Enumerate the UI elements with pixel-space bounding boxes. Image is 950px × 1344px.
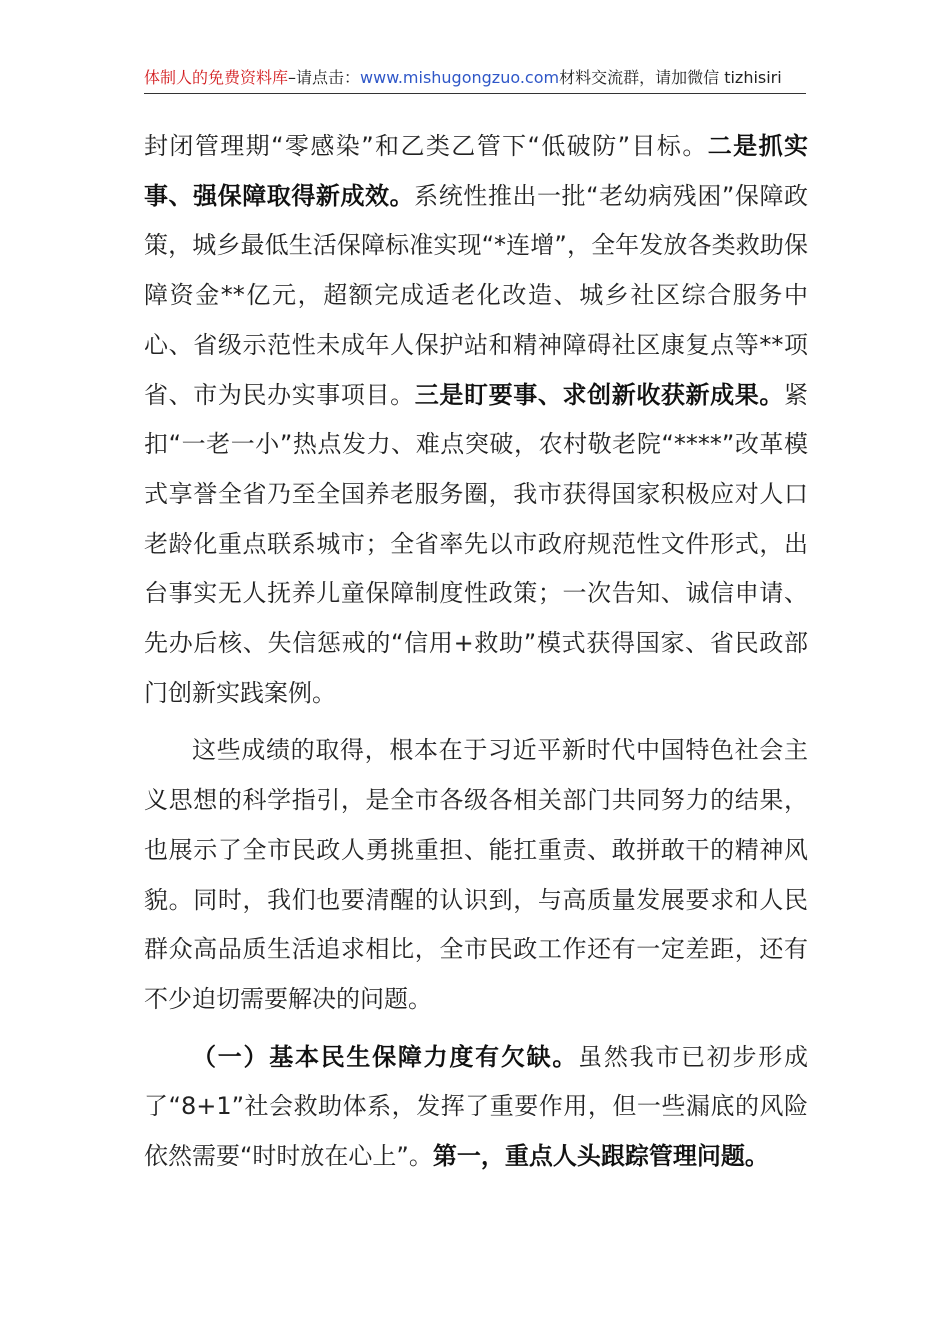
bold-heading-run: 三是盯要事、求创新收获新成果。 xyxy=(414,380,785,409)
bold-heading-run: 二是抓实事、强保障取得新成效。 xyxy=(144,132,809,210)
text-run: 这些成绩的取得，根本在于习近平新时代中国特色社会主义思想的科学指引，是全市各级各相关部门共同努力的结果，也展示了全市民政人勇挑重担、能扛重责、敢拼敢干的精神风貌。同时，我们也要清醒的认识到，与高质量发展要求和人民群众高品质生活追求相比，全市民政工作还有一定差距，还有不少迫切需要解决的问题。 xyxy=(144,736,808,1013)
document-body xyxy=(144,122,808,1182)
text-run: 紧扣“一老一小”热点发力、难点突破，农村敬老院“****”改革模式享誉全省乃至全国养老服务圈，我市获得国家积极应对人口老龄化重点联系城市；全省率先以市政府规范性文件形式，出台事实无人抚养儿童保障制度性政策；一次告知、诚信申请、先办后核、失信惩戒的“信用+救助”模式获得国家、省民政部门创新实践案例。 xyxy=(144,380,809,707)
paragraph-section-one xyxy=(144,1033,808,1182)
text-run: 封闭管理期“零感染”和乙类乙管下“低破防”目标。 xyxy=(144,132,708,160)
paragraph-achievements xyxy=(144,122,808,718)
header-click-prompt: –请点击： xyxy=(288,68,361,87)
bold-heading-run: 第一，重点人头跟踪管理问题。 xyxy=(432,1142,769,1171)
text-run: 虽然我市已初步形成了“8+1”社会救助体系，发挥了重要作用，但一些漏底的风险依然需要“时时放在心上”。 xyxy=(144,1042,809,1171)
text-run: 系统性推出一批“老幼病残困”保障政策，城乡最低生活保障标准实现“*连增”，全年发放各类救助保障资金**亿元，超额完成适老化改造、城乡社区综合服务中心、省级示范性未成年人保护站和精神障碍社区康复点等**项省、市为民办实事项目。 xyxy=(144,181,809,409)
page-header xyxy=(144,66,806,94)
paragraph-summary xyxy=(144,726,808,1024)
header-website-link[interactable]: www.mishugongzuo.com xyxy=(360,68,560,87)
header-wechat-note: 材料交流群，请加微信 tizhisiri xyxy=(559,68,782,87)
header-title: 体制人的免费资料库 xyxy=(144,68,289,87)
bold-heading-run: （一）基本民生保障力度有欠缺。 xyxy=(192,1042,579,1071)
